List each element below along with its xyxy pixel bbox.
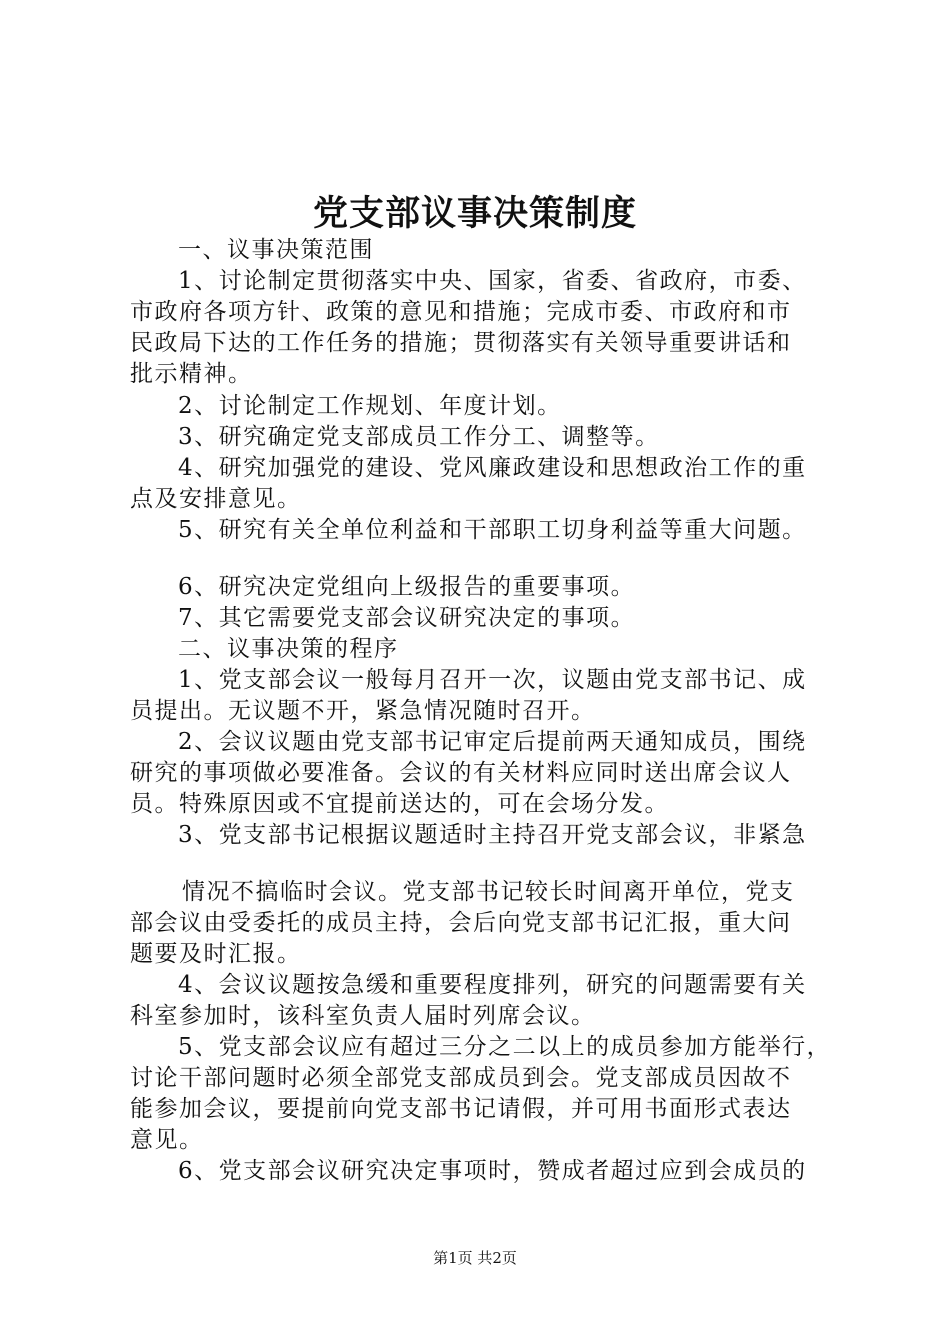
paragraph-line: 2、讨论制定工作规划、年度计划。	[178, 393, 562, 419]
paragraph-line: 5、党支部会议应有超过三分之二以上的成员参加方能举行，	[178, 1034, 832, 1060]
paragraph-line: 情况不搞临时会议。党支部书记较长时间离开单位，党支	[182, 879, 795, 905]
paragraph-line: 1、讨论制定贯彻落实中央、国家，省委、省政府，市委、	[178, 268, 807, 294]
paragraph-line: 6、研究决定党组向上级报告的重要事项。	[178, 574, 636, 600]
paragraph-line: 能参加会议，要提前向党支部书记请假，并可用书面形式表达	[130, 1096, 792, 1122]
paragraph-line: 意见。	[130, 1127, 204, 1153]
paragraph-line: 员提出。无议题不开，紧急情况随时召开。	[130, 698, 596, 724]
paragraph-line: 题要及时汇报。	[130, 941, 302, 967]
paragraph-line: 4、会议议题按急缓和重要程度排列，研究的问题需要有关	[178, 972, 807, 998]
paragraph-line: 批示精神。	[130, 361, 253, 387]
paragraph-line: 7、其它需要党支部会议研究决定的事项。	[178, 605, 636, 631]
paragraph-line: 3、党支部书记根据议题适时主持召开党支部会议，非紧急	[178, 822, 807, 848]
paragraph-line: 点及安排意见。	[130, 486, 302, 512]
document-title: 党支部议事决策制度	[312, 194, 637, 234]
paragraph-line: 3、研究确定党支部成员工作分工、调整等。	[178, 424, 660, 450]
page-number-footer: 第1页 共2页	[433, 1249, 517, 1267]
paragraph-line: 2、会议议题由党支部书记审定后提前两天通知成员，围绕	[178, 729, 807, 755]
paragraph-line: 员。特殊原因或不宜提前送达的，可在会场分发。	[130, 791, 669, 817]
section-heading-2: 二、议事决策的程序	[178, 636, 399, 662]
paragraph-line: 6、党支部会议研究决定事项时，赞成者超过应到会成员的	[178, 1158, 807, 1184]
paragraph-line: 部会议由受委托的成员主持，会后向党支部书记汇报，重大问	[130, 910, 792, 936]
paragraph-line: 研究的事项做必要准备。会议的有关材料应同时送出席会议人	[130, 760, 792, 786]
paragraph-line: 4、研究加强党的建设、党风廉政建设和思想政治工作的重	[178, 455, 807, 481]
paragraph-line: 1、党支部会议一般每月召开一次，议题由党支部书记、成	[178, 667, 807, 693]
paragraph-line: 科室参加时，该科室负责人届时列席会议。	[130, 1003, 596, 1029]
paragraph-line: 讨论干部问题时必须全部党支部成员到会。党支部成员因故不	[130, 1065, 792, 1091]
paragraph-line: 市政府各项方针、政策的意见和措施；完成市委、市政府和市	[130, 299, 792, 325]
paragraph-line: 民政局下达的工作任务的措施；贯彻落实有关领导重要讲话和	[130, 330, 792, 356]
section-heading-1: 一、议事决策范围	[178, 237, 374, 263]
paragraph-line: 5、研究有关全单位利益和干部职工切身利益等重大问题。	[178, 517, 807, 543]
